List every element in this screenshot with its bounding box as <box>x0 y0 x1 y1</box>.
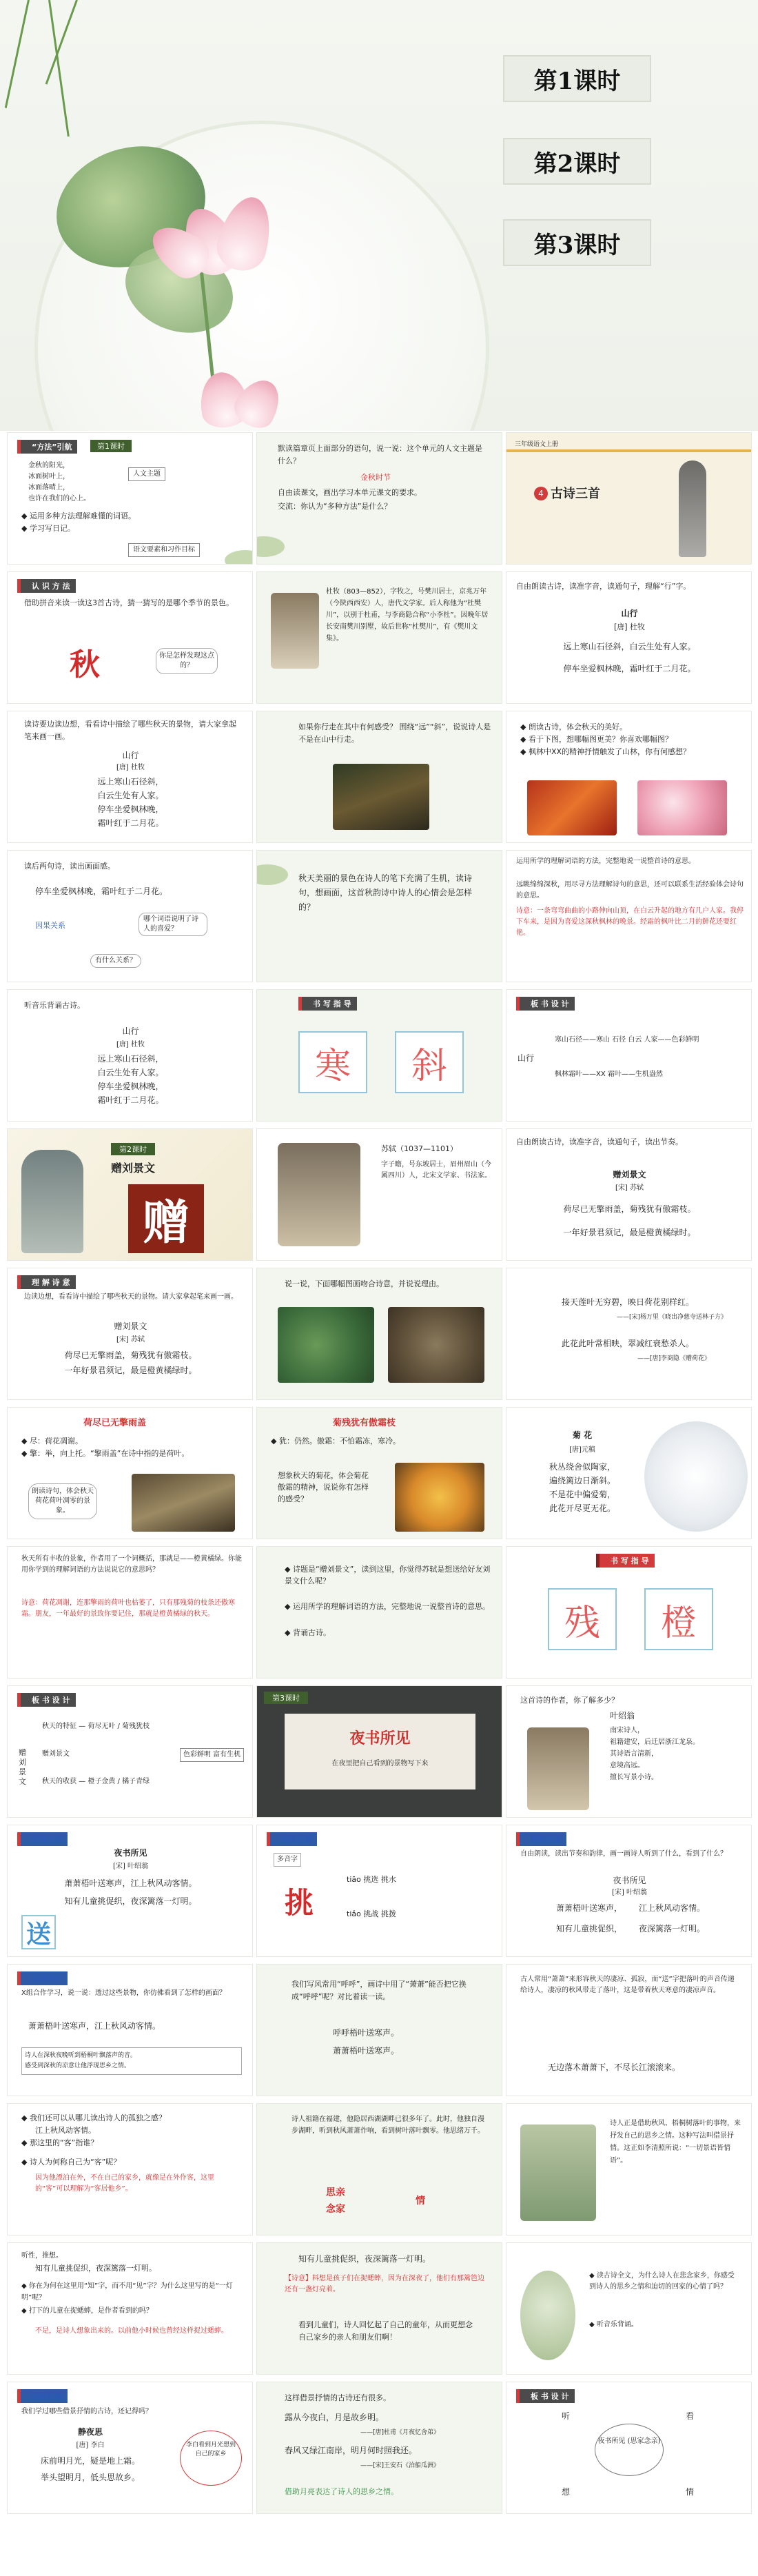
question-text: 我们写风常用“呼呼”，画诗中用了“萧萧”能否把它换成“呼呼”呢？对比着读一读。 <box>291 1980 467 2001</box>
poet-portrait-icon <box>527 1727 589 1810</box>
explain-text: 诗人祖籍在福建，他隐居西湖湖畔已很多年了。此时，他独自漫步湖畔，听到秋风萧萧作响，看到树叶落叶飘零。他思绪万千。 <box>291 2116 484 2135</box>
poem-line: 不是花中偏爱菊， <box>549 1490 615 1499</box>
instruction-text: 自由朗读古诗，读准字音，读通句子，理解“行”字。 <box>516 582 691 591</box>
instruction-text: 读诗要边读边想，看看诗中描绘了哪些秋天的景物，请大家拿起笔来画一画。 <box>24 720 236 741</box>
poem-line: 也许在我们的心上。 <box>28 495 90 503</box>
slide-recite[interactable] <box>7 989 253 1122</box>
slide-homesick[interactable] <box>256 2103 502 2235</box>
bullet-item: ◆ 学习写日记。 <box>21 524 75 533</box>
poem-source: ——[宋]王安石《泊船瓜洲》 <box>360 2462 440 2469</box>
poem-author: [唐] 李白 <box>76 2442 105 2449</box>
bullet-item: ◆ 读古诗全文，为什么诗人在悲念家乡，你感受到诗人的思乡之情和迫切的回家的心情了吗？ <box>589 2272 735 2291</box>
poem-line: 知有儿童挑促织，夜深篱落一灯明。 <box>35 2264 156 2273</box>
goal-label: 语文要素和习作目标 <box>128 543 200 557</box>
slide-tag: 理解诗意 <box>516 1832 566 1846</box>
bullet-item: ◆ 我们还可以从哪儿读出诗人的孤独之感？ <box>21 2113 166 2122</box>
slide-understand-yeshu[interactable] <box>506 1825 752 1957</box>
instruction-text: 借助拼音来读一读这3首古诗，猜一猜写的是哪个季节的景色。 <box>24 598 234 607</box>
slide-find-scenery[interactable] <box>7 711 253 843</box>
slide-tag: 初读古诗 <box>267 1832 317 1846</box>
poem-line: 萧萧梧叶送寒声，江上秋风动客情。 <box>64 1878 197 1888</box>
board-line: 寒山石径——寒山 石径 白云 人家——色彩鲜明 <box>555 1036 699 1044</box>
bullet-item: ◆ 尽：荷花凋谢。 <box>21 1437 83 1446</box>
poem-line: 知有儿童挑促织， <box>555 1924 622 1934</box>
lesson-2-button[interactable]: 第2课时 <box>503 138 651 185</box>
summary-text: 借助月亮表达了诗人的思乡之情。 <box>285 2487 398 2496</box>
emotion-word: 情 <box>416 2195 425 2207</box>
question-text: 秋天所有丰收的景象，作者用了一个词概括，那就是——橙黄橘绿。你能用你学到的理解词语的方法说说它的意思吗？ <box>21 1555 242 1574</box>
emotion-word: 思亲 <box>326 2187 345 2198</box>
slide-savor-lines[interactable] <box>7 1964 253 2096</box>
lesson-number: 4 <box>534 487 548 500</box>
slide-compare-words[interactable] <box>256 1964 502 2096</box>
leaf-decoration-icon <box>256 536 285 557</box>
explain-text: 诗人正是借助秋风、梧桐树落叶的事物，来抒发自己的思乡之情。这种写法叫借景抒情。这正如李清照所说：“一切景语皆情语”。 <box>610 2120 741 2164</box>
poem-title: 山行 <box>122 1026 139 1036</box>
board-summary: 色彩鲜明 富有生机 <box>180 1748 244 1762</box>
bullet-item: ◆ 朗读古诗，体会秋天的美好。 <box>520 722 627 731</box>
title-card <box>285 1714 475 1789</box>
relation-label: 因果关系 <box>35 921 65 930</box>
poem-line: 萧萧梧叶送寒声， <box>555 1903 622 1913</box>
board-line: 秋天的收获 — 橙子金黄 / 橘子青绿 <box>42 1778 150 1785</box>
slide-author-dumu[interactable] <box>256 571 502 704</box>
slide-tag: 回顾拓展 <box>17 2389 68 2403</box>
slide-board-design-3[interactable] <box>506 2382 752 2514</box>
poem-author: [唐] 杜牧 <box>116 764 145 771</box>
question-bubble: 有什么关系？ <box>90 954 141 968</box>
slide-tag: 板 书 设 计 <box>516 997 575 1011</box>
poem-author: [宋] 叶绍翁 <box>113 1863 148 1870</box>
bullet-item: ◆ 看于下图，想哪幅图更美？你喜欢哪幅图？ <box>520 735 673 744</box>
withered-lotus-image <box>132 1474 235 1532</box>
answer-text: 因为他漂泊在外，不在自己的家乡，就像是在外作客，这里的“客”可以理解为“客居他乡”。 <box>35 2174 214 2193</box>
willow-branch-icon <box>5 0 30 108</box>
poem-line: 床前明月光，疑是地上霜。 <box>40 2456 140 2466</box>
poem-meaning: 【诗意】料想是孩子们在捉蟋蟀，因为在深夜了，他们有那篱笆边还有一盏灯亮着。 <box>285 2275 484 2293</box>
author-bio: 字子瞻，号东坡居士，眉州眉山（今属四川）人，北宋文学家、书法家。 <box>381 1161 491 1179</box>
method-text: 远眺绵绵深秋，用尽寻方法理解诗句的意思，还可以联系生活经验体会诗句的意思。 <box>516 881 744 900</box>
slide-understand-zengliu[interactable] <box>7 1268 253 1400</box>
poem-line: 举头望明月，低头思故乡。 <box>40 2473 140 2482</box>
title-character: 赠 <box>128 1184 204 1253</box>
poem-line: 萧萧梧叶送寒声，江上秋风动客情。 <box>28 2021 161 2031</box>
poem-line: 冰面落晴上， <box>28 484 70 491</box>
slide-poet-mood[interactable] <box>256 850 502 982</box>
writing-character: 斜 <box>395 1031 464 1093</box>
focus-line: 菊残犹有傲霜枝 <box>333 1418 396 1428</box>
author-name: 苏轼（1037—1101） <box>381 1144 458 1153</box>
lesson-title: 赠刘景文 <box>111 1162 156 1175</box>
bullet-item: ◆ 打下的儿童在捉蟋蟀，是作者看到的吗？ <box>21 2307 153 2315</box>
poem-author: [宋] 苏轼 <box>116 1336 145 1343</box>
instruction-text: X组合作学习，说一说：透过这些景物，你仿佛看到了怎样的画面？ <box>21 1989 226 1997</box>
instruction-text: 运用所学的理解词语的方法，完整地说一说整首诗的意思。 <box>516 858 695 865</box>
board-item: 想 <box>562 2487 571 2497</box>
poem-source: ——[唐]李商隐《赠荷花》 <box>637 1355 711 1362</box>
poet-figure-icon <box>679 460 706 557</box>
polyphone-character: 挑 <box>285 1886 314 1920</box>
slide-children-meaning[interactable] <box>256 2242 502 2375</box>
question-text: 如果你行走在其中有何感受？ 围绕“远”“斜”，说说诗人是不是在山中行走。 <box>298 722 491 744</box>
white-flower-icon <box>644 1421 748 1532</box>
answer-text: 金秋时节 <box>360 473 391 482</box>
note-line: 感受到深秋的凉意让他浮现思乡之情。 <box>25 2062 131 2069</box>
poem-line: 遍绕篱边日渐斜。 <box>549 1476 615 1485</box>
slide-xiaoxiao-meaning[interactable] <box>506 1964 752 2096</box>
poem-line: 停车坐爱枫林晚，霜叶红于二月花。 <box>35 886 168 896</box>
poem-title: 山行 <box>122 751 139 760</box>
poem-author: [宋] 苏轼 <box>615 1184 644 1192</box>
slide-feel-homesick[interactable] <box>506 2242 752 2375</box>
slide-method-guide[interactable] <box>7 432 253 565</box>
bullet-item: ◆ 运用多种方法理解难懂的词语。 <box>21 511 136 520</box>
board-item: 情 <box>686 2487 695 2497</box>
poem-line: 金秋的阳光， <box>28 462 70 469</box>
board-title: 赠刘景文 <box>19 1748 26 1786</box>
poet-portrait-icon <box>271 593 319 669</box>
board-line: 枫林霜叶——XX 霜叶——生机盎然 <box>555 1071 663 1078</box>
poem-source: ——[唐]杜甫《月夜忆舍弟》 <box>360 2429 440 2436</box>
writing-character: 残 <box>548 1588 617 1650</box>
poet-figure-icon <box>21 1150 83 1253</box>
slide-polyphone[interactable] <box>256 1825 502 1957</box>
slide-review-extend[interactable] <box>7 2382 253 2514</box>
slide-children-line[interactable] <box>7 2242 253 2375</box>
poem-line: 此花开尽更无花。 <box>549 1503 615 1513</box>
instruction-text: 自由朗读，读出节奏和韵律，画一画诗人听到了什么，看到了什么？ <box>520 1850 727 1858</box>
poem-line: 荷尽已无擎雨盖，菊残犹有傲霜枝。 <box>64 1350 197 1360</box>
question-bubble: 朗读诗句，体会秋天荷花荷叶凋零的景象。 <box>28 1483 97 1519</box>
slide-read-poem[interactable] <box>506 571 752 704</box>
poem-author: [唐]元稹 <box>569 1446 595 1454</box>
lesson-badge: 第2课时 <box>111 1143 155 1155</box>
author-name: 叶绍翁 <box>610 1711 635 1721</box>
poem-author: [唐] 杜牧 <box>116 1041 145 1048</box>
poem-line: 接天莲叶无穷碧，映日荷花别样红。 <box>562 1297 695 1307</box>
instruction-text: 边读边想，看看诗中描绘了哪些秋天的景物。请大家拿起笔来画一画。 <box>24 1293 238 1301</box>
poem-line: 无边落木萧萧下，不尽长江滚滚来。 <box>548 2062 681 2072</box>
poem-line: 远上寒山石径斜， <box>97 1054 164 1064</box>
slide-compare-images[interactable] <box>506 711 752 843</box>
slide-lonely-feeling[interactable] <box>7 2103 253 2235</box>
note-line: 诗人在深秋夜晚听到梧桐叶飘落声的音。 <box>25 2052 137 2059</box>
answer-text: 不是，是诗人想象出来的。以前他小时候也曾经这样捉过蟋蟀。 <box>35 2327 228 2335</box>
poem-source: ——[宋]杨万里《晓出净慈寺送林子方》 <box>617 1314 728 1321</box>
slide-author-ye[interactable] <box>506 1685 752 1818</box>
slide-last-two-lines[interactable] <box>7 850 253 982</box>
lotus-pond-image <box>278 1307 374 1383</box>
bullet-item: ◆ 运用所学的理解词语的方法，完整地说一说整首诗的意思。 <box>285 1602 490 1611</box>
question-text: 默读篇章页上面部分的语句，说一说：这个单元的人文主题是什么？ <box>278 444 482 465</box>
bullet-item: ◆ 诗题是“赠刘景文”，读到这里，你觉得苏轼是想送给好友刘景文什么呢？ <box>285 1565 491 1585</box>
poem-title: 赠刘景文 <box>613 1170 646 1179</box>
slide-gift-question[interactable] <box>256 1546 502 1679</box>
polyphone-reading: tiāo 挑选 挑水 <box>347 1875 396 1884</box>
poem-line: 江上秋风动客情。 <box>638 1903 705 1913</box>
board-title: 山行 <box>518 1053 535 1063</box>
compare-line: 呼呼梧叶送寒声。 <box>333 2028 400 2038</box>
slide-orange-green[interactable] <box>7 1546 253 1679</box>
bullet-item: ◆ 诗人为何称自己为“客”呢？ <box>21 2158 121 2167</box>
slide-tag: 板 书 设 计 <box>17 1693 76 1707</box>
lesson-badge: 第1课时 <box>90 440 132 452</box>
question-text: 想象秋天的菊花，体会菊花傲霜的精神，说说你有怎样的感受？ <box>278 1471 369 1503</box>
question-bubble: 你是怎样发现这点的？ <box>156 648 218 674</box>
author-bio-line: 祖籍建安，后迁居浙江龙泉。 <box>610 1738 699 1746</box>
slide-writing-guide-1[interactable] <box>256 989 502 1122</box>
slide-board-design-2[interactable] <box>7 1685 253 1818</box>
chrysanthemum-image <box>395 1463 484 1532</box>
poem-line: 白云生处有人家。 <box>97 1068 164 1077</box>
question-text: 说一说，下面哪幅图画吻合诗意，并说说理由。 <box>285 1279 444 1288</box>
leaf-decoration-icon <box>225 550 253 565</box>
slide-tag: 朗读古诗 <box>17 1832 68 1846</box>
author-bio-line: 南宋诗人， <box>610 1727 644 1734</box>
bullet-item: ◆ 那这里的“客”指谁？ <box>21 2138 99 2147</box>
slide-writing-guide-2[interactable] <box>506 1546 752 1679</box>
writing-character: 寒 <box>298 1031 367 1093</box>
header-bar <box>506 449 752 452</box>
leaf-decoration-icon <box>256 864 288 885</box>
spring-blossom-image <box>637 780 727 835</box>
poem-author: [宋] 叶绍翁 <box>612 1889 647 1896</box>
scene-illustration-icon <box>520 2124 596 2221</box>
bullet-item: ◆ 擎：举，向上托。“擎雨盖”在诗中指的是荷叶。 <box>21 1449 190 1458</box>
slide-more-poems[interactable] <box>256 2382 502 2514</box>
instruction-text: 听音乐背诵古诗。 <box>24 1001 85 1010</box>
author-bio-line: 其诗语言清新， <box>610 1750 658 1758</box>
instruction-text: 读后两句诗，读出画面感。 <box>24 862 115 871</box>
poem-title: 赠刘景文 <box>114 1321 147 1331</box>
slide-scene-emotion[interactable] <box>506 2103 752 2235</box>
slide-lesson3-cover[interactable] <box>256 1685 502 1818</box>
poem-line: 露从今夜白，月是故乡明。 <box>285 2413 385 2422</box>
poem-line: 此花此叶常相映，翠减红衰愁杀人。 <box>562 1339 695 1348</box>
author-bio-line: 擅长写景小诗。 <box>610 1774 658 1781</box>
poem-line: 远上寒山石径斜，白云生处有人家。 <box>563 642 696 651</box>
board-item: 看 <box>686 2411 695 2421</box>
poem-line: 冰面树叶上， <box>28 473 70 480</box>
instruction-text: 自由读课文，画出学习本单元课文的要求。 <box>278 488 422 497</box>
slide-board-design-1[interactable] <box>506 989 752 1122</box>
poem-title: 静夜思 <box>77 2427 103 2437</box>
slide-read-zengliu[interactable] <box>506 1128 752 1261</box>
poem-line: 停车坐爱枫林晚，霜叶红于二月花。 <box>563 664 696 673</box>
poem-line: 春风又绿江南岸，明月何时照我还。 <box>285 2446 418 2455</box>
poem-line: 一年好景君须记，最是橙黄橘绿时。 <box>563 1228 696 1237</box>
slide-chrysanthemum-line[interactable] <box>256 1407 502 1539</box>
poem-title: 夜书所见 <box>114 1848 147 1858</box>
poem-line: 霜叶红于二月花。 <box>97 1095 164 1105</box>
poem-line: 远上寒山石径斜， <box>97 777 164 787</box>
lesson-1-button[interactable]: 第1课时 <box>503 55 651 102</box>
board-item: 听 <box>562 2411 571 2421</box>
lesson-badge: 第3课时 <box>264 1692 308 1704</box>
poem-line: 一年好景君须记，最是橙黄橘绿时。 <box>64 1366 197 1375</box>
poem-line: 夜深篱落一灯明。 <box>638 1924 705 1934</box>
instruction-text: 听性，推想。 <box>21 2252 63 2260</box>
poem-line: 停车坐爱枫林晚， <box>97 1082 164 1091</box>
poem-line: 知有儿童挑促织，夜深篱落一灯明。 <box>298 2254 431 2264</box>
question-bubble: 哪个词语说明了诗人的喜爱？ <box>139 913 207 936</box>
compare-line: 萧萧梧叶送寒声。 <box>333 2046 400 2056</box>
board-center-ring <box>595 2424 664 2476</box>
explain-text: 看到儿童们，诗人回忆起了自己的童年，从而更想念自己家乡的亲人和朋友们啊！ <box>298 2320 473 2342</box>
theme-label: 人文主题 <box>128 467 165 481</box>
slide-tag: 认 识 方 法 <box>17 579 76 593</box>
maple-leaves-image <box>527 780 617 835</box>
board-center: 夜书所见 (思家念亲) <box>597 2437 661 2445</box>
writing-character: 橙 <box>644 1588 713 1650</box>
slide-tag: 书 写 指 导 <box>596 1554 655 1568</box>
author-bio-line: 意境高远。 <box>610 1762 644 1769</box>
poem-meaning: 诗意：荷花凋谢，连那擎雨的荷叶也枯萎了，只有那残菊的枝条还傲寒霜。朋友，一年最好的景致你要记住，那就是橙黄橘绿的秋天。 <box>21 1599 235 1618</box>
lesson-title: 夜书所见 <box>349 1730 411 1747</box>
autumn-character: 秋 <box>70 647 100 682</box>
slide-tag: 书 写 指 导 <box>298 997 357 1011</box>
moon-illustration-icon <box>520 2271 575 2360</box>
title-explain: 在夜里把自己看到的景物写下来 <box>331 1760 429 1767</box>
slide-chrysanthemum-poem[interactable] <box>506 1407 752 1539</box>
focus-character: 送 <box>21 1915 56 1949</box>
slide-tag: 板 书 设 计 <box>516 2389 575 2403</box>
withered-lotus-image <box>388 1307 484 1383</box>
mountain-path-image <box>333 764 429 830</box>
board-line: 秋天的特征 — 荷尽无叶 / 菊残犹枝 <box>42 1723 150 1730</box>
poem-meaning: 诗意：一条弯弯曲曲的小路伸向山顶，在白云升起的地方有几户人家。我停下车来，是因为喜爱这深秋枫林的晚景。经霜的枫叶比二月的鲜花还要红艳。 <box>516 907 744 937</box>
instruction-text: 交流：你认为“多种方法”是什么？ <box>278 502 392 511</box>
poem-author: [唐] 杜牧 <box>613 622 646 631</box>
instruction-text: 自由朗读古诗，读准字音，读通句子，读出节奏。 <box>516 1137 683 1146</box>
poet-portrait-icon <box>278 1143 360 1246</box>
slide-read-yeshu[interactable] <box>7 1825 253 1957</box>
lesson-3-button[interactable]: 第3课时 <box>503 219 651 266</box>
question-text: 我们学过哪些借景抒情的古诗，还记得吗？ <box>21 2408 152 2415</box>
slide-tag: 品读诗句 <box>17 1971 68 1985</box>
cover-slide <box>0 0 758 431</box>
bullet-item: ◆ 听音乐背诵。 <box>589 2321 638 2329</box>
slide-theme-question[interactable] <box>256 432 502 565</box>
poem-line: 秋丛绕舍似陶家， <box>549 1462 615 1472</box>
slide-lesson2-cover[interactable] <box>7 1128 253 1261</box>
poem-line: 霜叶红于二月花。 <box>97 818 164 828</box>
poem-line: 知有儿童挑促织，夜深篱落一灯明。 <box>64 1896 197 1906</box>
grade-header: 三年级语文上册 <box>515 441 559 448</box>
polyphone-reading: tiǎo 挑战 挑拨 <box>347 1909 396 1918</box>
slide-tag: “方法”引航 <box>17 440 77 454</box>
poem-title: 菊 花 <box>572 1430 593 1440</box>
slide-title[interactable] <box>506 432 752 565</box>
bullet-item: ◆ 背诵古诗。 <box>285 1628 331 1637</box>
explain-text: 古人常用“萧萧”来形容秋天的凄凉、孤寂，而“送”字把落叶的声音传递给诗人，凄凉的秋风带走了落叶，这是带着秋天寒意的凄凉声音。 <box>520 1976 735 1994</box>
poem-title: 夜书所见 <box>613 1876 646 1885</box>
slide-lotus-poems[interactable] <box>506 1268 752 1400</box>
bullet-item: ◆ 犹：仍然。傲霜：不怕霜冻，寒冷。 <box>271 1437 400 1446</box>
emotion-word: 念家 <box>326 2204 345 2215</box>
board-line: 赠刘景文 <box>42 1750 70 1758</box>
poem-line: 荷尽已无擎雨盖，菊残犹有傲霜枝。 <box>563 1204 696 1214</box>
focus-line: 荷尽已无擎雨盖 <box>83 1418 147 1428</box>
bullet-item: ◆ 枫林中XX的精神抒情触发了山林，你有何感想？ <box>520 747 691 756</box>
slide-know-method[interactable] <box>7 571 253 704</box>
polyphone-label: 多音字 <box>274 1853 301 1867</box>
slide-tag: 理 解 诗 意 <box>17 1275 76 1289</box>
slide-author-sushi[interactable] <box>256 1128 502 1261</box>
question-text: 秋天美丽的景色在诗人的笔下充满了生机，读诗句，想画面，这首秋韵诗中诗人的心情会是怎样的？ <box>298 873 473 912</box>
slide-lotus-line[interactable] <box>7 1407 253 1539</box>
slide-choose-picture[interactable] <box>256 1268 502 1400</box>
author-bio: 杜牧（803—852），字牧之，号樊川居士，京兆万年（今陕西西安）人，唐代文学家。后人称他为“杜樊川”，以别于杜甫，与李商隐合称“小李杜”。因晚年居长安南樊川别墅，故后世称“杜樊川”，有《樊川文集》。 <box>326 588 489 642</box>
lesson-title: 古诗三首 <box>551 487 600 501</box>
slide-poem-meaning[interactable] <box>506 850 752 982</box>
instruction-text: 这样借景抒情的古诗还有很多。 <box>285 2393 391 2402</box>
question-text: 这首诗的作者，你了解多少？ <box>520 1696 619 1705</box>
bullet-item: 江上秋风动客情。 <box>35 2126 96 2135</box>
poem-line: 停车坐爱枫林晚， <box>97 804 164 814</box>
note-bubble: 李白看到月光想到自己的家乡 <box>180 2431 242 2486</box>
bullet-item: ◆ 你在为何在这里用“知”字，而不用“见”字？为什么这里写的是“一灯明”呢？ <box>21 2282 233 2302</box>
slide-mountain-path[interactable] <box>256 711 502 843</box>
poem-title: 山行 <box>621 609 638 618</box>
poem-line: 白云生处有人家。 <box>97 791 164 800</box>
